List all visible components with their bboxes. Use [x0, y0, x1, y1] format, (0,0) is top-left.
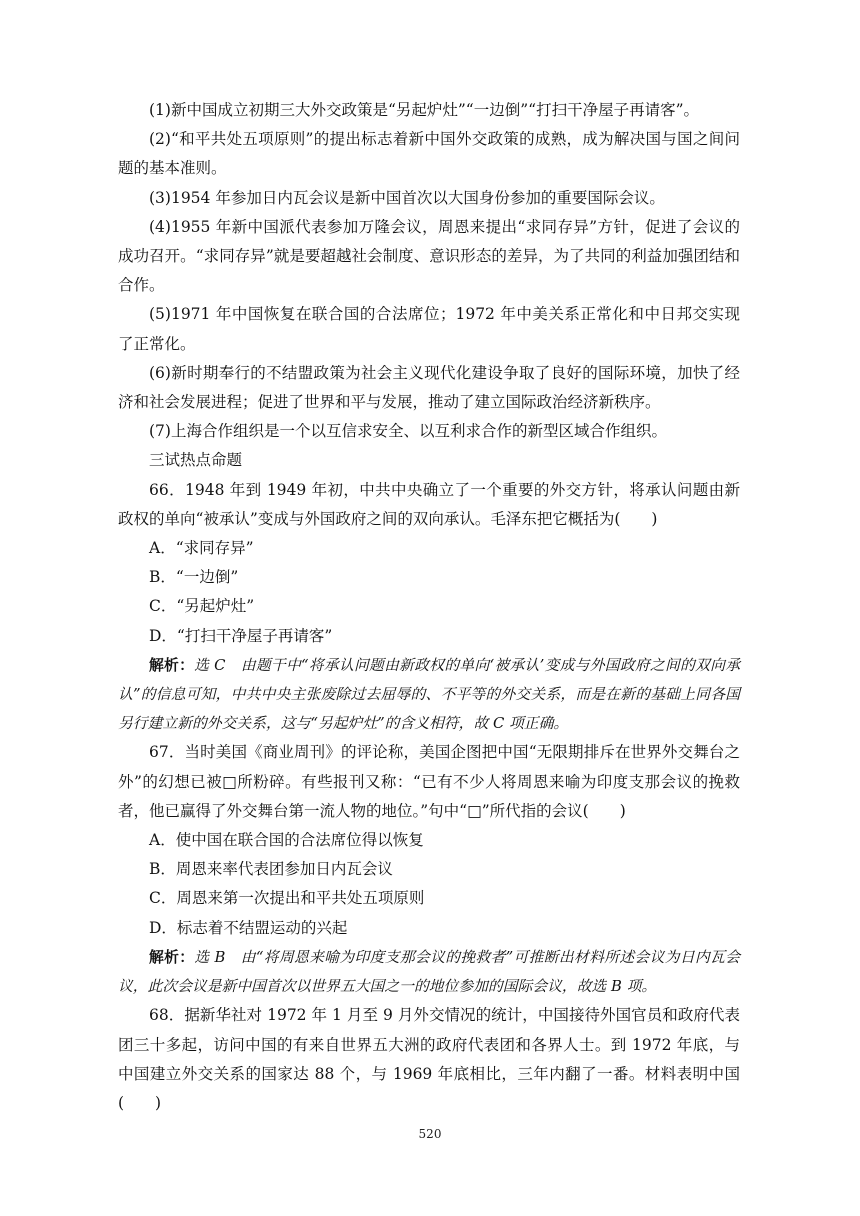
section-title: 三试热点命题 — [149, 451, 243, 470]
analysis-label: 解析： — [149, 948, 195, 966]
summary-point-1: (1)新中国成立初期三大外交政策是“另起炉灶”“一边倒”“打扫干净屋子再请客”。 — [149, 101, 700, 119]
summary-point-5: (5)1971 年中国恢复在联合国的合法席位；1972 年中美关系正常化和中日邦交实现了正常化。 — [118, 305, 740, 353]
page-content — [118, 96, 740, 1118]
question-67-stem: 67．当时美国《商业周刊》的评论称，美国企图把中国“无限期排斥在世界外交舞台之外”的幻想已被□所粉碎。有些报刊又称：“已有不少人将周恩来喻为印度支那会议的挽救者，他已赢得了外交舞台第一流人物的地位。”句中“□”所代指的会议( ) — [118, 743, 740, 820]
summary-point-6: (6)新时期奉行的不结盟政策为社会主义现代化建设争取了良好的国际环境，加快了经济和社会发展进程；促进了世界和平与发展，推动了建立国际政治经济新秩序。 — [118, 363, 740, 412]
question-66-option-d: D．“打扫干净屋子再请客” — [149, 626, 333, 645]
analysis-text: 选 B 由“将周恩来喻为印度支那会议的挽救者”可推断出材料所述会议为日内瓦会议，此次会议是新中国首次以世界五大国之一的地位参加的国际会议，故选 B 项。 — [118, 948, 740, 996]
analysis-text: 选 C 由题干中“将承认问题由新政权的单向‘被承认’变成与外国政府之间的双向承认”的信息可知，中共中央主张废除过去屈辱的、不平等的外交关系，而是在新的基础上同各国另行建立新的外交关系，这与“另起炉灶”的含义相符，故 C 项正确。 — [118, 656, 740, 733]
question-67-option-a: A．使中国在联合国的合法席位得以恢复 — [149, 831, 424, 850]
analysis-label: 解析： — [149, 656, 195, 674]
summary-point-7: (7)上海合作组织是一个以互信求安全、以互利求合作的新型区域合作组织。 — [149, 422, 667, 441]
question-68-stem: 68．据新华社对 1972 年 1 月至 9 月外交情况的统计，中国接待外国官员和政府代表团三十多起，访问中国的有来自世界五大洲的政府代表团和各界人士。到 1972 年底，与中国建立外交关系的国家达 88 个，与 1969 年底相比，三年内翻了一番。材料表明中国( ) — [118, 1006, 740, 1112]
question-66-stem: 66．1948 年到 1949 年初，中共中央确立了一个重要的外交方针，将承认问题由新政权的单向“被承认”变成与外国政府之间的双向承认。毛泽东把它概括为( ) — [118, 480, 740, 528]
question-66-analysis — [118, 651, 740, 739]
question-66-option-c: C．“另起炉灶” — [149, 597, 255, 616]
question-67-option-d: D．标志着不结盟运动的兴起 — [149, 918, 348, 937]
summary-point-2: (2)“和平共处五项原则”的提出标志着新中国外交政策的成熟，成为解决国与国之间问题的基本准则。 — [118, 130, 740, 178]
summary-point-3: (3)1954 年参加日内瓦会议是新中国首次以大国身份参加的重要国际会议。 — [149, 188, 665, 207]
question-67-option-c: C．周恩来第一次提出和平共处五项原则 — [149, 889, 425, 908]
question-67-option-b: B．周恩来率代表团参加日内瓦会议 — [149, 860, 393, 879]
question-67-analysis — [118, 943, 740, 1001]
summary-point-4: (4)1955 年新中国派代表参加万隆会议，周恩来提出“求同存异”方针，促进了会议的成功召开。“求同存异”就是要超越社会制度、意识形态的差异，为了共同的利益加强团结和合作。 — [118, 217, 740, 295]
question-66-option-a: A．“求同存异” — [149, 539, 254, 558]
page-number: 520 — [418, 1127, 442, 1141]
question-66-option-b: B．“一边倒” — [149, 568, 239, 587]
